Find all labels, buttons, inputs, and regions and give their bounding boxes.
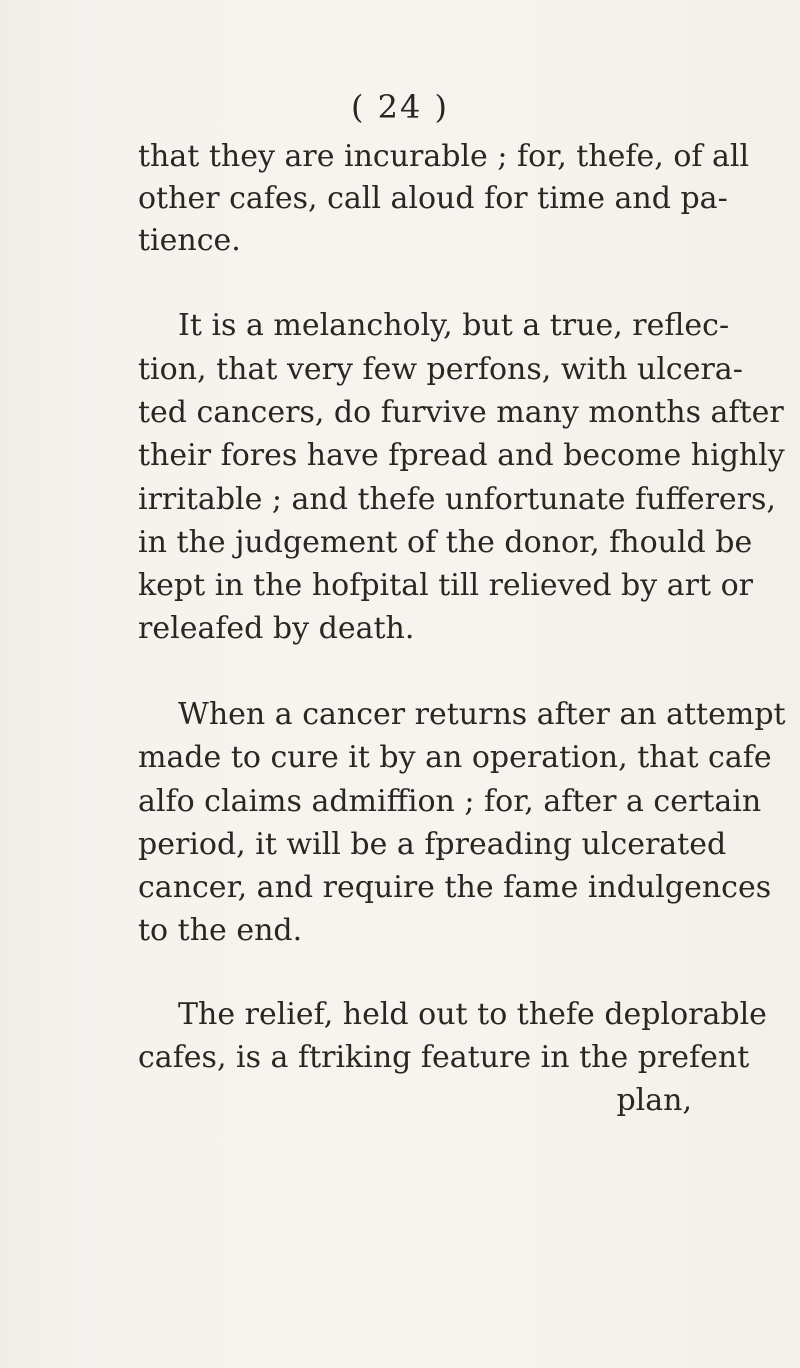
text-line: releafed by death.: [138, 611, 415, 646]
text-line: When a cancer returns after an attempt: [178, 697, 786, 732]
text-line: alfo claims admiffion ; for, after a certain: [138, 784, 762, 819]
text-line: tience.: [138, 223, 241, 258]
text-line: that they are incurable ; for, thefe, of all: [138, 139, 750, 174]
text-line: tion, that very few perfons, with ulcera-: [138, 352, 743, 387]
page-number-header: [0, 88, 800, 126]
catchword: plan,: [616, 1083, 692, 1118]
text-line: made to cure it by an operation, that cafe: [138, 740, 772, 775]
text-line: to the end.: [138, 913, 303, 948]
text-line: other cafes, call aloud for time and pa-: [138, 181, 728, 216]
text-line: their fores have fpread and become highly: [138, 438, 785, 473]
text-line: irritable ; and thefe unfortunate fufferers,: [138, 482, 776, 517]
text-line: kept in the hofpital till relieved by art or: [138, 568, 753, 603]
text-line: cafes, is a ftriking feature in the prefent: [138, 1040, 750, 1075]
text-line: The relief, held out to thefe deplorable: [178, 997, 767, 1032]
text-line: ted cancers, do furvive many months after: [138, 395, 784, 430]
text-line: cancer, and require the fame indulgences: [138, 870, 772, 905]
page-number: ( 24 ): [350, 88, 450, 126]
text-line: It is a melancholy, but a true, reflec-: [178, 308, 730, 343]
text-line: period, it will be a fpreading ulcerated: [138, 827, 727, 862]
text-line: in the judgement of the donor, fhould be: [138, 525, 753, 560]
